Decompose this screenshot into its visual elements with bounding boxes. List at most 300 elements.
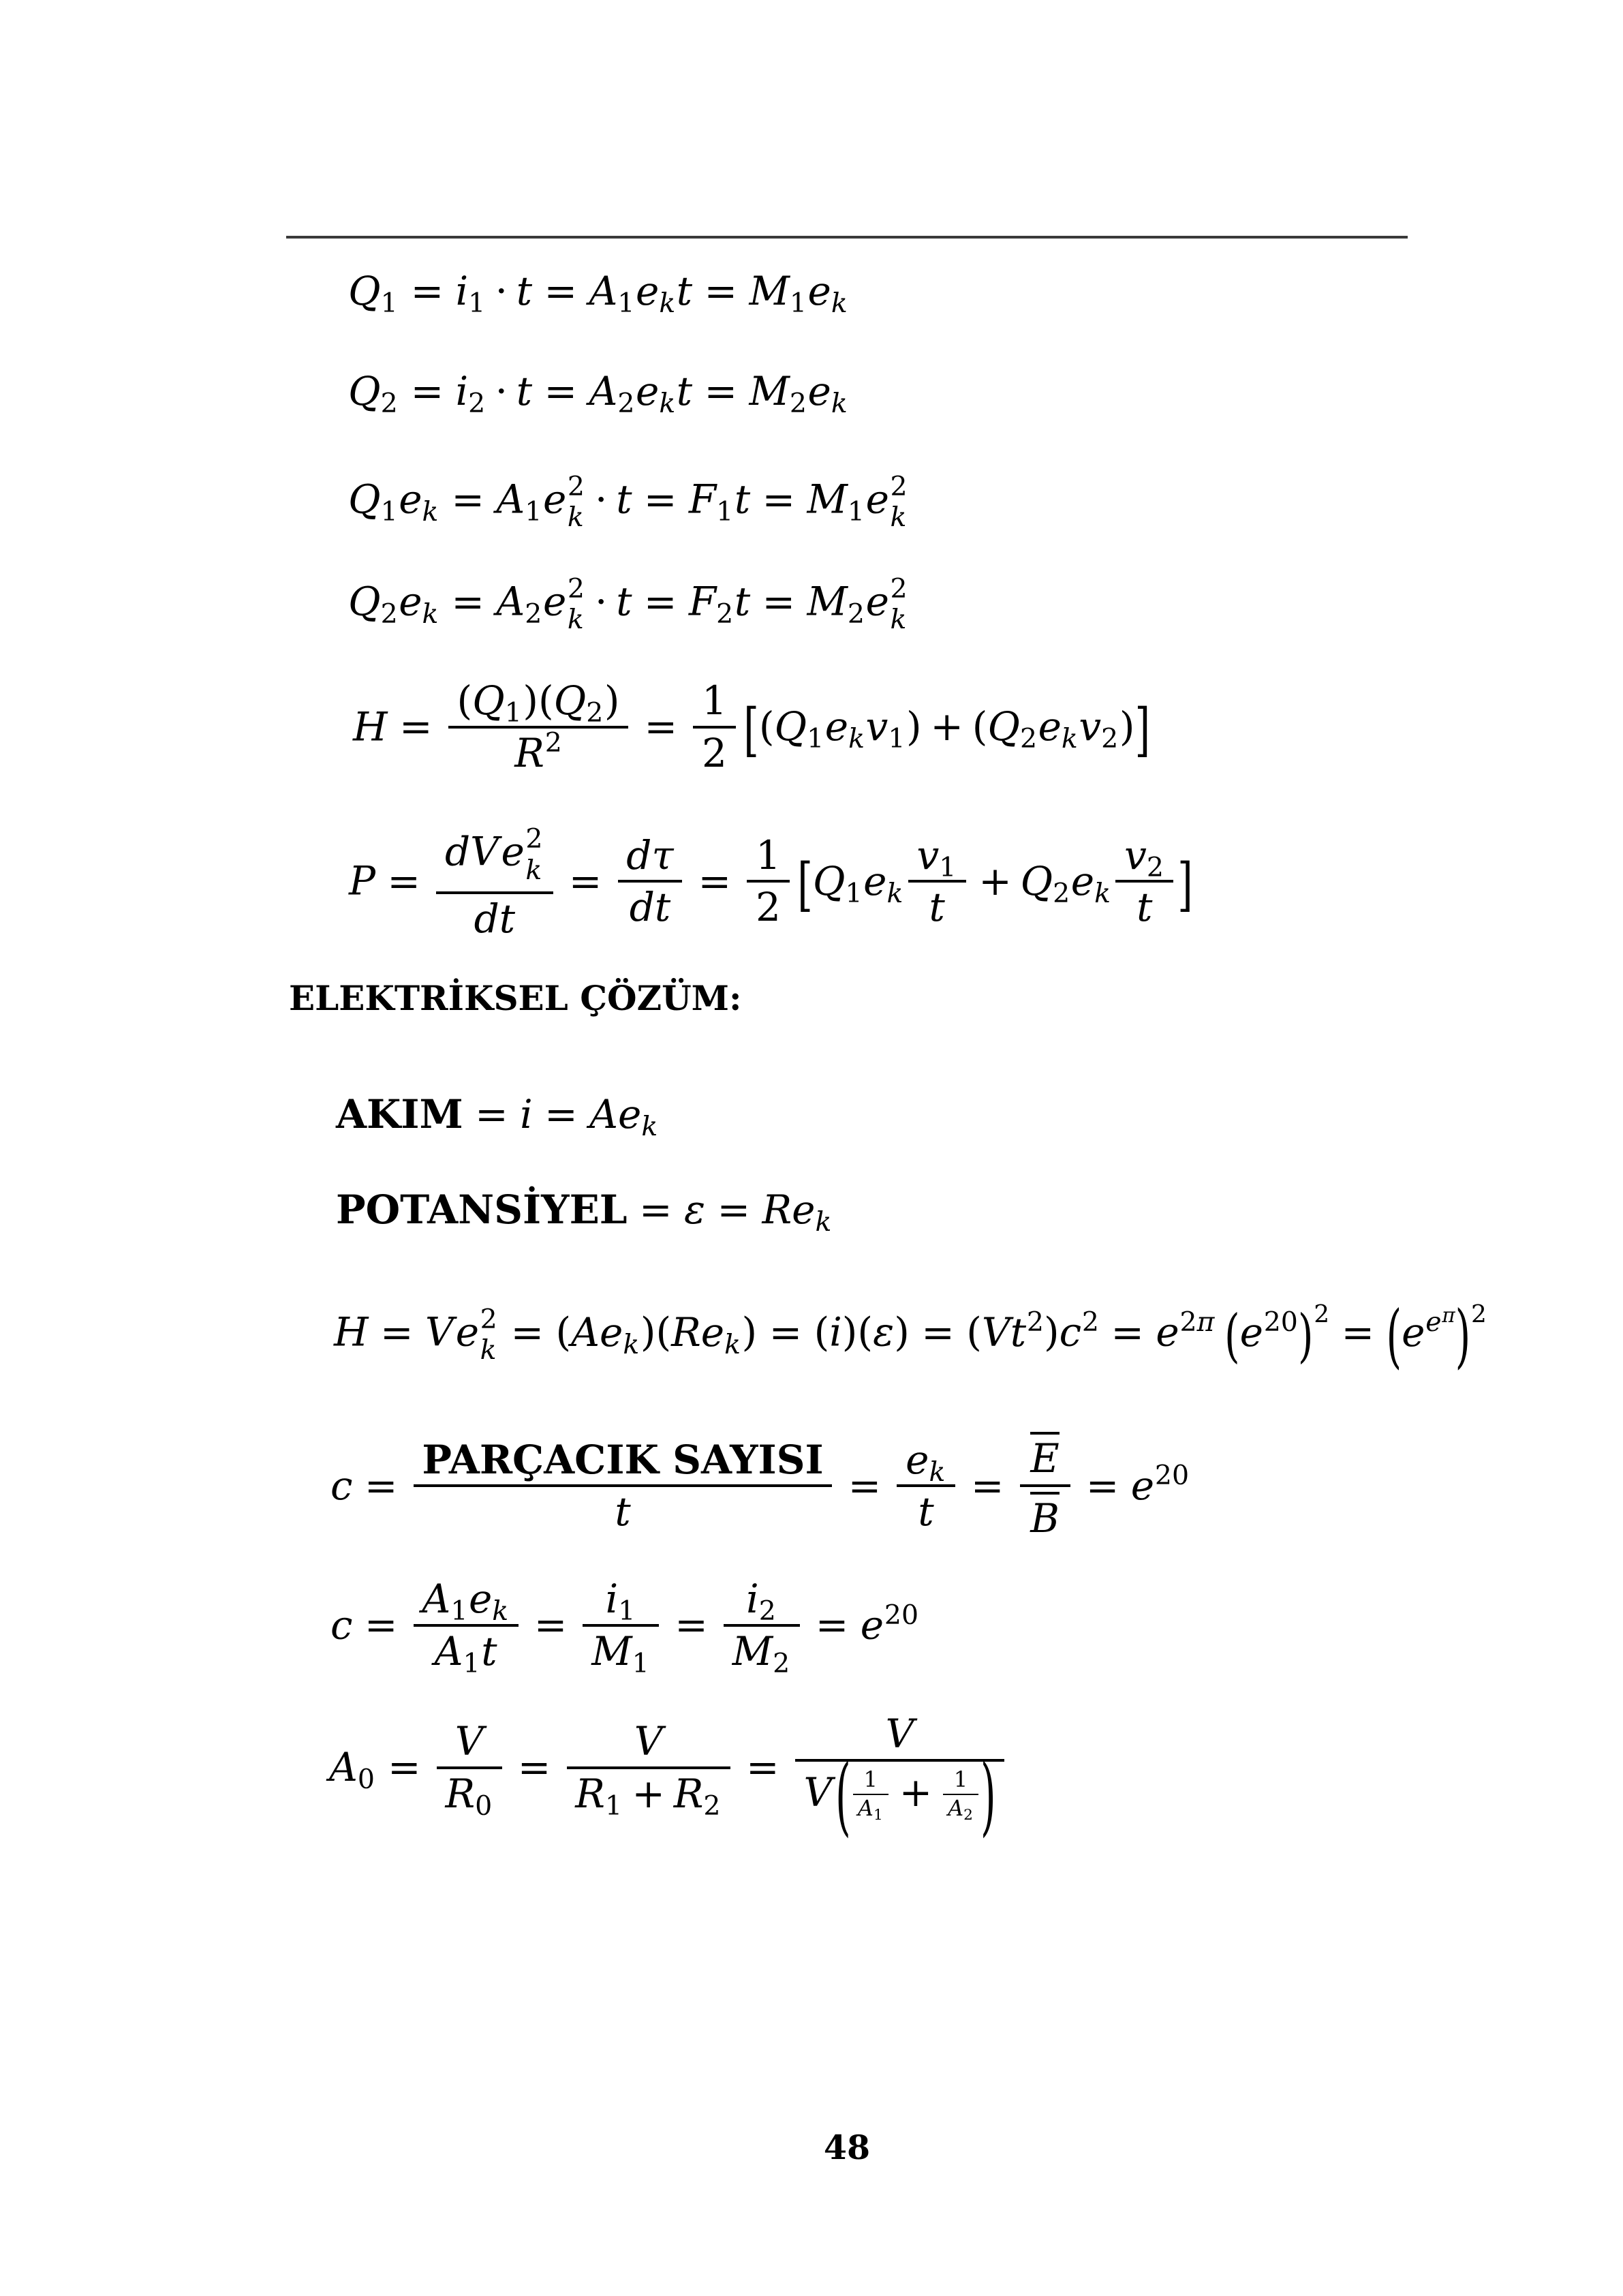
math-subscript bbox=[475, 1790, 492, 1822]
math-char: π bbox=[1196, 1306, 1215, 1338]
math-var: R bbox=[575, 1770, 605, 1817]
math-subscript bbox=[790, 388, 807, 419]
fraction-numerator bbox=[583, 1576, 659, 1627]
math-var: e bbox=[542, 578, 567, 625]
formula-c-parcacik-sayisi bbox=[330, 1435, 1189, 1543]
math-var: V bbox=[424, 1308, 454, 1356]
math-char: 2 bbox=[1081, 1306, 1099, 1338]
fraction-denominator bbox=[795, 1745, 1005, 1846]
open-delimiter: ( bbox=[457, 677, 473, 724]
math-char: k bbox=[641, 1111, 658, 1143]
math-char: 2 bbox=[890, 471, 908, 502]
fraction-numerator bbox=[724, 1576, 800, 1627]
math-operator: · bbox=[595, 578, 608, 625]
math-operator: · bbox=[495, 368, 508, 414]
open-delimiter: ( bbox=[1386, 1295, 1402, 1377]
math-var: e bbox=[860, 1602, 884, 1649]
group-content bbox=[851, 1766, 980, 1824]
math-var: e bbox=[636, 368, 660, 414]
math-char: 1 bbox=[939, 851, 957, 883]
math-fraction bbox=[414, 1576, 519, 1679]
fraction-numerator bbox=[897, 1436, 955, 1488]
math-var: v bbox=[1124, 831, 1147, 878]
math-superscript bbox=[1471, 1300, 1487, 1328]
math-subscript bbox=[641, 1111, 658, 1142]
math-var: t bbox=[654, 884, 671, 931]
math-var: A bbox=[496, 476, 525, 523]
math-subscript bbox=[586, 697, 603, 729]
math-var: Q bbox=[348, 268, 381, 314]
math-subscript bbox=[525, 855, 542, 886]
math-var: e bbox=[455, 1308, 480, 1356]
math-subscript bbox=[381, 496, 398, 527]
close-delimiter: ) bbox=[523, 677, 539, 724]
math-fraction bbox=[618, 831, 683, 931]
math-subsup bbox=[525, 824, 542, 886]
math-fraction bbox=[908, 831, 966, 931]
math-char: k bbox=[831, 388, 848, 420]
math-subscript bbox=[381, 288, 398, 319]
math-var: e bbox=[501, 829, 525, 875]
math-operator: = bbox=[387, 857, 421, 904]
math-var: V bbox=[470, 829, 499, 875]
math-var: e bbox=[1402, 1308, 1425, 1356]
formula-h-coulomb bbox=[353, 677, 1151, 776]
formula-akim bbox=[336, 1091, 659, 1143]
math-operator: = bbox=[380, 1308, 414, 1356]
math-operator: = bbox=[451, 578, 484, 625]
math-space bbox=[1214, 1306, 1224, 1346]
math-var: M bbox=[749, 368, 790, 414]
math-var: V bbox=[803, 1769, 833, 1816]
math-group bbox=[972, 703, 1135, 755]
formula-q2 bbox=[348, 368, 848, 420]
math-var: H bbox=[353, 703, 388, 750]
math-char: 1 bbox=[845, 877, 863, 909]
math-subscript bbox=[815, 1206, 831, 1238]
math-number: 1 bbox=[756, 831, 781, 878]
math-char: 2 bbox=[1101, 723, 1119, 755]
math-bold-text: POTANSİYEL bbox=[336, 1187, 628, 1233]
math-subscript bbox=[525, 598, 542, 630]
math-var: F bbox=[688, 476, 717, 523]
fraction-denominator bbox=[747, 880, 789, 931]
math-char: k bbox=[890, 604, 907, 636]
open-delimiter: ( bbox=[857, 1308, 874, 1356]
math-var: M bbox=[807, 578, 848, 625]
math-var: M bbox=[591, 1627, 632, 1674]
math-char: 2 bbox=[758, 1595, 776, 1627]
math-subscript bbox=[848, 496, 865, 527]
math-var: Q bbox=[1020, 857, 1053, 904]
math-var: M bbox=[732, 1627, 773, 1674]
math-char: k bbox=[848, 723, 865, 755]
fraction-denominator bbox=[567, 1766, 730, 1822]
math-overline bbox=[1030, 1432, 1059, 1480]
math-char: k bbox=[890, 502, 907, 534]
math-var: c bbox=[1059, 1308, 1082, 1356]
open-delimiter: ( bbox=[835, 1745, 851, 1846]
math-group bbox=[814, 1309, 858, 1356]
math-var: e bbox=[1038, 703, 1062, 750]
math-char: 0 bbox=[357, 1764, 375, 1796]
math-subscript bbox=[1020, 723, 1037, 754]
math-char: k bbox=[831, 288, 848, 320]
math-char: 1 bbox=[617, 288, 635, 320]
math-char: k bbox=[886, 877, 903, 909]
math-char: 2 bbox=[1146, 851, 1164, 883]
math-var: e bbox=[468, 1576, 493, 1623]
math-var: t bbox=[676, 368, 693, 414]
math-superscript bbox=[890, 574, 907, 604]
math-var: i bbox=[455, 368, 469, 414]
fraction-numerator bbox=[693, 677, 735, 726]
math-char: 2 bbox=[963, 1807, 973, 1824]
math-var: t bbox=[616, 578, 632, 625]
math-fraction bbox=[567, 1718, 730, 1822]
math-char: 2 bbox=[789, 388, 807, 420]
math-operator: = bbox=[387, 1744, 421, 1791]
math-var: t bbox=[516, 268, 533, 314]
formula-q1ek bbox=[348, 472, 909, 534]
math-superscript bbox=[884, 1599, 918, 1631]
math-operator: = bbox=[644, 703, 678, 750]
fraction-denominator bbox=[448, 726, 629, 776]
group-content bbox=[472, 677, 523, 729]
math-subscript bbox=[525, 496, 542, 527]
group-content bbox=[774, 703, 906, 755]
math-group bbox=[758, 703, 922, 755]
group-content bbox=[571, 1308, 640, 1360]
math-operator: = bbox=[638, 1187, 673, 1233]
math-char: k bbox=[659, 288, 676, 320]
close-delimiter: ) bbox=[640, 1308, 656, 1356]
math-char: 1 bbox=[463, 1647, 480, 1679]
math-var: e bbox=[865, 578, 889, 625]
math-char: 2 bbox=[544, 727, 562, 759]
math-char: 1 bbox=[807, 723, 824, 755]
math-subscript bbox=[632, 1648, 649, 1679]
math-superscript bbox=[480, 1304, 497, 1335]
math-char: 2 bbox=[716, 598, 734, 630]
fraction-numerator bbox=[567, 1718, 730, 1766]
math-operator: = bbox=[410, 368, 444, 414]
math-subscript bbox=[703, 1790, 720, 1822]
math-var: M bbox=[807, 476, 848, 523]
math-var: e bbox=[865, 476, 889, 523]
formula-potansiyel bbox=[336, 1187, 833, 1238]
math-fraction bbox=[853, 1766, 888, 1824]
math-char: 2 bbox=[617, 388, 635, 420]
math-var: d bbox=[629, 884, 655, 931]
math-char: 0 bbox=[475, 1790, 493, 1822]
close-delimiter: ) bbox=[1119, 703, 1135, 750]
math-fraction bbox=[436, 823, 553, 942]
math-superscript bbox=[545, 727, 562, 759]
formula-h-vek2 bbox=[334, 1295, 1487, 1377]
math-char: 2 bbox=[884, 1599, 901, 1631]
fraction-denominator bbox=[414, 1624, 519, 1679]
math-var: v bbox=[916, 831, 940, 878]
math-var: A bbox=[329, 1744, 358, 1791]
math-char: 2 bbox=[703, 1790, 721, 1822]
math-operator: = bbox=[643, 578, 677, 625]
math-subscript bbox=[381, 388, 398, 419]
math-var: e bbox=[863, 857, 887, 904]
fraction-numerator bbox=[908, 831, 966, 883]
math-var: Q bbox=[812, 857, 846, 904]
math-operator: = bbox=[675, 1602, 708, 1649]
math-char: k bbox=[480, 1334, 497, 1366]
math-fraction bbox=[724, 1576, 800, 1679]
math-var: e bbox=[700, 1308, 725, 1356]
fraction-denominator bbox=[437, 1766, 502, 1822]
page-number-text: 48 bbox=[823, 2128, 871, 2167]
fraction-numerator bbox=[437, 1718, 502, 1766]
math-subscript bbox=[759, 1595, 776, 1627]
math-subscript bbox=[422, 598, 439, 630]
math-superscript bbox=[1179, 1306, 1214, 1338]
math-char: B bbox=[1030, 1495, 1060, 1542]
math-superscript bbox=[1155, 1460, 1189, 1491]
math-var: e bbox=[600, 1308, 623, 1356]
math-var: t bbox=[918, 1488, 934, 1535]
group-content bbox=[758, 703, 1135, 755]
math-superscript bbox=[568, 574, 585, 604]
math-char: 2 bbox=[525, 823, 543, 855]
math-bold-text: AKIM bbox=[336, 1091, 463, 1137]
fraction-denominator bbox=[414, 1484, 833, 1535]
math-superscript bbox=[568, 472, 585, 502]
math-var: A bbox=[589, 368, 618, 414]
math-operator: = bbox=[1085, 1462, 1119, 1509]
math-var: t bbox=[734, 578, 751, 625]
math-var: R bbox=[514, 729, 544, 776]
group-content bbox=[1239, 1306, 1298, 1356]
math-var: i bbox=[520, 1091, 533, 1137]
math-var: t bbox=[499, 895, 516, 942]
math-number: 1 bbox=[953, 1766, 968, 1793]
math-operator: = bbox=[544, 368, 578, 414]
math-char: 2 bbox=[1053, 877, 1070, 909]
open-delimiter: ( bbox=[538, 677, 554, 724]
math-var: ε bbox=[683, 1187, 706, 1233]
math-var: Q bbox=[987, 703, 1020, 750]
math-var: d bbox=[474, 895, 499, 942]
math-group bbox=[966, 1306, 1060, 1356]
math-fraction bbox=[1115, 831, 1173, 931]
group-content bbox=[873, 1309, 894, 1356]
math-subsup bbox=[890, 472, 907, 534]
math-var: R bbox=[445, 1770, 476, 1817]
math-subscript bbox=[1094, 878, 1111, 909]
math-operator: = bbox=[746, 1744, 779, 1791]
fraction-numerator bbox=[747, 831, 789, 881]
math-char: k bbox=[1061, 723, 1078, 755]
math-operator: = bbox=[921, 1308, 955, 1356]
math-operator: = bbox=[475, 1091, 508, 1137]
math-operator: = bbox=[517, 1744, 551, 1791]
math-group bbox=[1386, 1295, 1487, 1377]
math-superscript bbox=[1027, 1306, 1044, 1338]
group-content bbox=[829, 1309, 842, 1356]
math-subscript bbox=[468, 388, 485, 419]
math-char: k bbox=[567, 502, 584, 534]
math-var: V bbox=[454, 1718, 484, 1765]
math-var: d bbox=[626, 831, 652, 878]
close-delimiter: ] bbox=[1177, 851, 1193, 918]
math-subscript bbox=[568, 502, 585, 533]
math-char: 1 bbox=[380, 495, 398, 527]
math-var: e bbox=[399, 578, 422, 625]
group-content bbox=[987, 703, 1119, 755]
math-char: 1 bbox=[632, 1647, 649, 1679]
math-var: A bbox=[434, 1627, 463, 1674]
close-delimiter: ) bbox=[741, 1308, 758, 1356]
math-subscript bbox=[831, 288, 848, 319]
math-subscript bbox=[1062, 723, 1078, 754]
math-subscript bbox=[807, 723, 824, 754]
math-var: t bbox=[1137, 884, 1153, 931]
fraction-numerator bbox=[943, 1766, 978, 1794]
math-char: 2 bbox=[586, 697, 604, 729]
math-subscript bbox=[422, 496, 439, 527]
math-var: V bbox=[981, 1308, 1010, 1356]
math-subscript bbox=[381, 598, 398, 630]
math-number: 2 bbox=[756, 884, 781, 931]
math-group bbox=[743, 696, 1151, 764]
math-var: Q bbox=[348, 368, 381, 414]
math-var: t bbox=[1010, 1308, 1027, 1356]
math-var: e bbox=[617, 1091, 642, 1137]
math-operator: = bbox=[544, 268, 578, 314]
math-subscript bbox=[617, 388, 634, 419]
math-char: 2 bbox=[468, 388, 486, 420]
close-delimiter: ) bbox=[1043, 1308, 1060, 1356]
math-var: t bbox=[616, 476, 632, 523]
math-char: 2 bbox=[890, 573, 908, 604]
math-superscript bbox=[1314, 1300, 1329, 1328]
fraction-numerator bbox=[436, 824, 553, 891]
math-var: R bbox=[671, 1308, 701, 1356]
math-superscript bbox=[1442, 1304, 1455, 1327]
math-operator: · bbox=[495, 268, 508, 314]
math-char: 1 bbox=[888, 723, 906, 755]
math-var: M bbox=[749, 268, 790, 314]
math-var: t bbox=[615, 1488, 631, 1535]
math-subsup bbox=[480, 1304, 497, 1366]
math-var: Q bbox=[553, 677, 587, 724]
math-fraction bbox=[437, 1718, 502, 1822]
math-bold-text: PARÇACIK SAYISI bbox=[422, 1436, 824, 1483]
math-group bbox=[835, 1745, 996, 1846]
math-operator: = bbox=[364, 1602, 398, 1649]
close-delimiter: ) bbox=[841, 1308, 858, 1356]
math-char: k bbox=[525, 854, 542, 886]
math-subscript bbox=[1147, 852, 1164, 883]
math-operator: = bbox=[534, 1602, 568, 1649]
math-subscript bbox=[1053, 878, 1070, 909]
math-var: Q bbox=[472, 677, 505, 724]
math-subscript bbox=[358, 1764, 375, 1795]
math-var: e bbox=[1239, 1308, 1263, 1356]
section-heading-elektriksel-cozum: ELEKTRİKSEL ÇÖZÜM: bbox=[289, 978, 742, 1018]
math-char: 2 bbox=[567, 573, 585, 604]
math-operator: = bbox=[1341, 1308, 1375, 1356]
close-delimiter: ) bbox=[1455, 1295, 1471, 1377]
math-subscript bbox=[468, 288, 485, 319]
math-var: t bbox=[929, 884, 945, 931]
math-char: k bbox=[659, 388, 676, 420]
math-var: A bbox=[589, 1091, 618, 1137]
math-var: i bbox=[605, 1576, 619, 1623]
math-var: A bbox=[857, 1795, 874, 1822]
math-char: k bbox=[422, 495, 439, 527]
open-delimiter: ( bbox=[972, 703, 988, 750]
math-operator: = bbox=[970, 1462, 1004, 1509]
math-var: e bbox=[792, 1187, 816, 1233]
math-char: 2 bbox=[1154, 1460, 1172, 1492]
math-subscript bbox=[848, 598, 865, 630]
math-fraction bbox=[693, 677, 735, 776]
fraction-denominator bbox=[1020, 1484, 1070, 1542]
math-var: e bbox=[1070, 857, 1095, 904]
fraction-denominator bbox=[853, 1794, 888, 1824]
math-group bbox=[555, 1308, 656, 1360]
math-subscript bbox=[659, 288, 675, 319]
fraction-denominator bbox=[724, 1624, 800, 1679]
math-var: A bbox=[571, 1308, 600, 1356]
open-delimiter: [ bbox=[797, 851, 813, 918]
open-delimiter: ( bbox=[1224, 1302, 1240, 1369]
math-subscript bbox=[659, 388, 675, 419]
fraction-numerator bbox=[414, 1436, 833, 1485]
math-subscript bbox=[568, 604, 585, 635]
math-var: V bbox=[634, 1718, 663, 1765]
math-char: k bbox=[567, 604, 584, 636]
math-var: t bbox=[481, 1627, 497, 1674]
math-var: e bbox=[807, 368, 831, 414]
math-char: 1 bbox=[847, 495, 865, 527]
math-char: 1 bbox=[789, 288, 807, 320]
math-operator: = bbox=[410, 268, 444, 314]
open-delimiter: ( bbox=[758, 703, 775, 750]
math-char: 2 bbox=[773, 1647, 790, 1679]
math-char: 2 bbox=[380, 388, 398, 420]
math-group bbox=[857, 1309, 909, 1356]
group-content bbox=[981, 1306, 1044, 1356]
math-var: e bbox=[399, 476, 422, 523]
math-subscript bbox=[790, 288, 807, 319]
math-operator: = bbox=[643, 476, 677, 523]
math-number: 1 bbox=[863, 1766, 878, 1793]
math-var: t bbox=[516, 368, 533, 414]
math-subscript bbox=[848, 723, 865, 754]
fraction-denominator bbox=[943, 1794, 978, 1824]
math-group bbox=[797, 831, 1193, 931]
fraction-numerator bbox=[618, 831, 683, 881]
math-subscript bbox=[773, 1648, 790, 1679]
formula-c-a1ek bbox=[330, 1576, 919, 1679]
fraction-numerator bbox=[414, 1576, 519, 1627]
fraction-denominator bbox=[693, 726, 735, 776]
math-var: P bbox=[349, 857, 376, 904]
math-subsup bbox=[890, 574, 907, 636]
math-char: k bbox=[929, 1456, 946, 1488]
math-subscript bbox=[492, 1595, 508, 1627]
math-operator: = bbox=[815, 1602, 849, 1649]
math-char: 2 bbox=[847, 598, 865, 630]
